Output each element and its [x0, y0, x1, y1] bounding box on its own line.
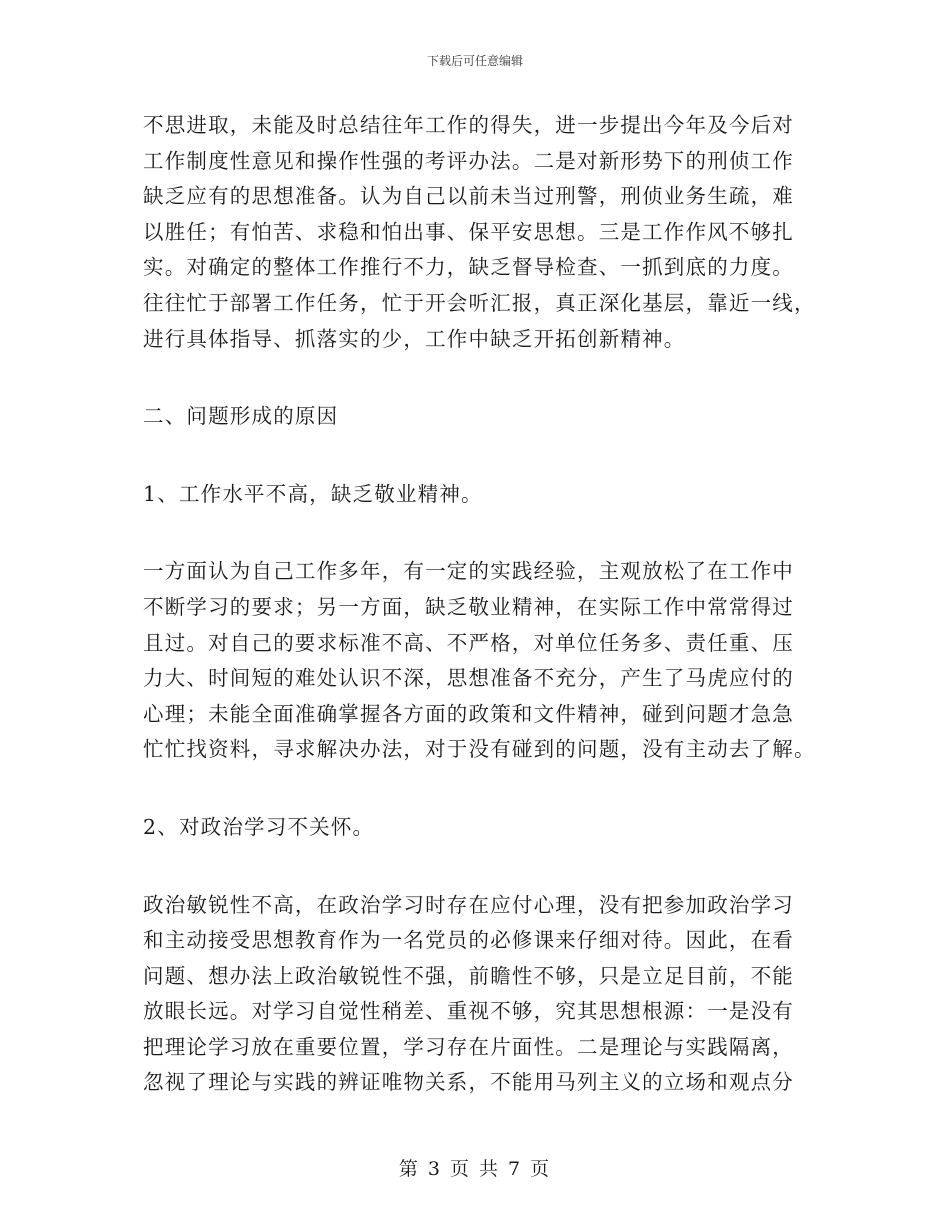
footer-suffix: 页	[530, 1158, 552, 1180]
text-line: 且过。对自己的要求标准不高、不严格，对单位任务多、责任重、压	[143, 630, 794, 655]
page-header: 下载后可任意编辑	[426, 54, 523, 68]
subsection-heading-2	[143, 810, 808, 846]
heading-text: 2、对政治学习不关怀。	[143, 814, 375, 839]
text-line: 把理论学习放在重要位置，学习存在片面性。二是理论与实践隔离，	[143, 1034, 794, 1059]
text-line: 往往忙于部署工作任务，忙于开会听汇报，真正深化基层，靠近一线，	[143, 290, 816, 315]
text-line: 和主动接受思想教育作为一名党员的必修课来仔细对待。因此，在看	[143, 928, 794, 953]
text-line: 政治敏锐性不高，在政治学习时存在应付心理，没有把参加政治学习	[143, 892, 794, 917]
document-body	[143, 108, 816, 1101]
text-line: 问题、想办法上政治敏锐性不强，前瞻性不够，只是立足目前，不能	[143, 963, 794, 988]
total-pages-number: 7	[508, 1158, 523, 1180]
paragraph-continuation	[143, 108, 816, 357]
heading-text: 二、问题形成的原因	[143, 404, 339, 429]
text-line: 缺乏应有的思想准备。认为自己以前未当过刑警，刑侦业务生疏，难	[143, 184, 794, 209]
subsection-heading-1	[143, 477, 808, 513]
section-heading	[143, 399, 808, 435]
page-footer	[0, 1154, 950, 1181]
footer-middle: 页 共	[449, 1158, 501, 1180]
paragraph-work-level	[143, 554, 816, 768]
paragraph-political-study	[143, 888, 808, 1102]
text-line: 一方面认为自己工作多年，有一定的实践经验，主观放松了在工作中	[143, 559, 794, 584]
text-line: 进行具体指导、抓落实的少，工作中缺乏开拓创新精神。	[143, 326, 686, 351]
text-line: 不断学习的要求；另一方面，缺乏敬业精神，在实际工作中常常得过	[143, 594, 794, 619]
text-line: 忙忙找资料，寻求解决办法，对于没有碰到的问题，没有主动去了解。	[143, 737, 816, 762]
text-line: 工作制度性意见和操作性强的考评办法。二是对新形势下的刑侦工作	[143, 148, 794, 173]
footer-prefix: 第	[398, 1158, 420, 1180]
text-line: 不思进取，未能及时总结往年工作的得失，进一步提出今年及今后对	[143, 113, 794, 137]
current-page-number: 3	[427, 1158, 442, 1180]
text-line: 放眼长远。对学习自觉性稍差、重视不够，究其思想根源：一是没有	[143, 999, 794, 1024]
text-line: 力大、时间短的难处认识不深，思想准备不充分，产生了马虎应付的	[143, 666, 794, 691]
heading-text: 1、工作水平不高，缺乏敬业精神。	[143, 481, 483, 506]
text-line: 心理；未能全面准确掌握各方面的政策和文件精神，碰到问题才急急	[143, 701, 794, 726]
text-line: 忽视了理论与实践的辨证唯物关系，不能用马列主义的立场和观点分	[143, 1070, 794, 1095]
text-line: 以胜任；有怕苦、求稳和怕出事、保平安思想。三是工作作风不够扎	[143, 219, 794, 244]
text-line: 实。对确定的整体工作推行不力，缺乏督导检查、一抓到底的力度。	[143, 255, 794, 280]
